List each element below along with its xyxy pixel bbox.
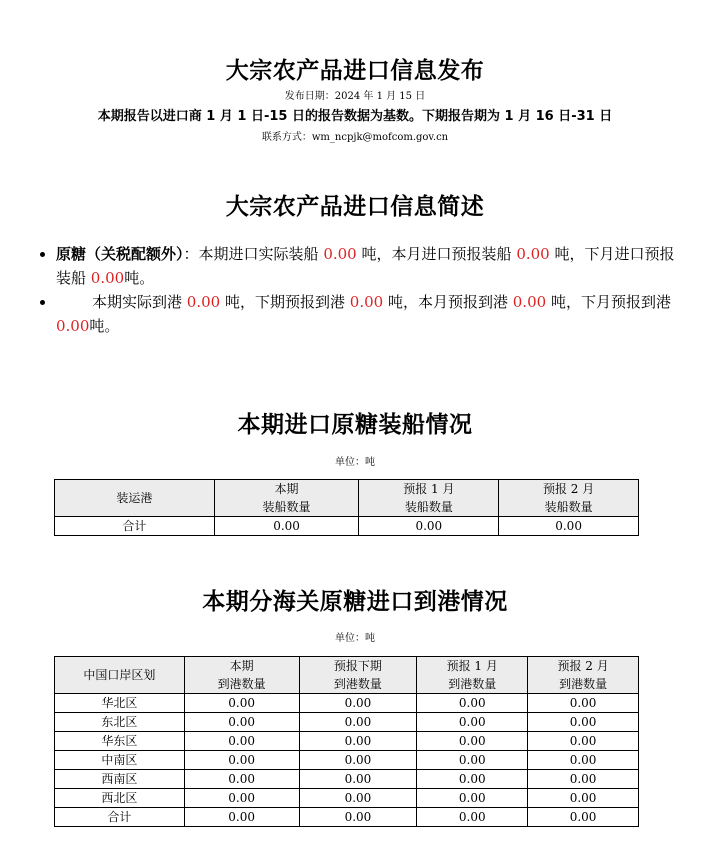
arrival-table [54,656,639,827]
table-cell: 0.00 [214,517,359,536]
arrival-header-forecast-feb: 预报 2 月 到港数量 [528,657,639,694]
arrival-header-current: 本期 到港数量 [184,657,299,694]
summary-text: 本期进口实际装船 [198,245,319,263]
summary-text: 吨，下月预报到港 [550,293,671,311]
summary-text: 吨，下期预报到港 [224,293,345,311]
table-cell: 0.00 [417,694,528,713]
table-row [55,808,639,827]
table-cell: 0.00 [417,751,528,770]
table-cell: 合计 [55,808,185,827]
table-cell: 0.00 [299,751,417,770]
table-cell: 0.00 [528,713,639,732]
table-cell: 0.00 [528,694,639,713]
table-cell: 0.00 [499,517,639,536]
table-cell: 西南区 [55,770,185,789]
table-row [55,517,639,536]
table-row [55,770,639,789]
table-row [55,732,639,751]
summary-value: 0.00 [90,269,125,287]
table-cell: 0.00 [184,808,299,827]
contact-email: 联系方式：wm_ncpjk@mofcom.gov.cn [261,132,449,143]
table-cell: 0.00 [417,789,528,808]
table-cell: 0.00 [184,789,299,808]
shipping-table [54,479,639,536]
table-cell: 0.00 [528,732,639,751]
summary-separator: ： [183,245,199,263]
table-row [55,713,639,732]
table-cell: 0.00 [299,808,417,827]
table-cell: 0.00 [417,808,528,827]
summary-text: 吨，下月进口预报装船 [56,245,675,287]
summary-item-arrival [56,290,686,338]
shipping-header-current: 本期 装船数量 [214,480,359,517]
shipping-unit-label: 单位：吨 [335,457,375,468]
summary-value: 0.00 [349,293,384,311]
arrival-header-region: 中国口岸区划 [55,657,185,694]
table-cell: 0.00 [299,694,417,713]
table-cell: 东北区 [55,713,185,732]
table-cell: 中南区 [55,751,185,770]
table-cell: 0.00 [417,732,528,751]
summary-text: 吨。 [124,269,155,287]
summary-value: 0.00 [323,245,357,263]
summary-list [26,242,686,338]
table-cell: 0.00 [299,789,417,808]
shipping-header-forecast-feb: 预报 2 月 装船数量 [499,480,639,517]
table-cell: 合计 [55,517,215,536]
table-row [55,789,639,808]
summary-item-label: 原糖（关税配额外） [56,245,184,263]
summary-text: 吨。 [89,317,120,335]
table-cell: 0.00 [528,789,639,808]
report-period-notice: 本期报告以进口商 1 月 1 日-15 日的报告数据为基数。下期报告期为 1 月 16 日-31 日 [97,109,613,124]
table-cell: 0.00 [299,770,417,789]
summary-title: 大宗农产品进口信息简述 [225,194,485,220]
table-cell: 华北区 [55,694,185,713]
summary-text: 吨，本月预报到港 [387,293,508,311]
shipping-header-forecast-jan: 预报 1 月 装船数量 [359,480,499,517]
table-cell: 0.00 [184,770,299,789]
summary-text: 吨，本月进口预报装船 [361,245,512,263]
table-cell: 0.00 [299,732,417,751]
table-row [55,751,639,770]
table-cell: 0.00 [359,517,499,536]
arrival-table-header [55,657,639,694]
summary-value: 0.00 [512,293,547,311]
table-cell: 0.00 [184,732,299,751]
table-cell: 0.00 [528,770,639,789]
summary-value: 0.00 [186,293,221,311]
publish-date: 发布日期：2024 年 1 月 15 日 [284,91,426,102]
table-cell: 0.00 [417,713,528,732]
summary-text: 本期实际到港 [92,293,183,311]
arrival-unit-label: 单位：吨 [335,633,375,644]
table-cell: 0.00 [299,713,417,732]
table-cell: 0.00 [184,751,299,770]
table-cell: 0.00 [184,694,299,713]
table-cell: 0.00 [528,808,639,827]
summary-value: 0.00 [516,245,550,263]
arrival-header-next-period: 预报下期 到港数量 [299,657,417,694]
table-cell: 0.00 [528,751,639,770]
table-cell: 西北区 [55,789,185,808]
table-cell: 0.00 [417,770,528,789]
table-cell: 华东区 [55,732,185,751]
summary-value: 0.00 [56,317,90,335]
shipping-section-title: 本期进口原糖装船情况 [237,412,473,438]
shipping-table-header [55,480,639,517]
shipping-header-port: 装运港 [55,480,215,517]
table-cell: 0.00 [184,713,299,732]
page-title: 大宗农产品进口信息发布 [225,58,485,84]
arrival-section-title: 本期分海关原糖进口到港情况 [202,589,508,615]
table-row [55,694,639,713]
summary-item-shipping [56,242,686,290]
arrival-header-forecast-jan: 预报 1 月 到港数量 [417,657,528,694]
